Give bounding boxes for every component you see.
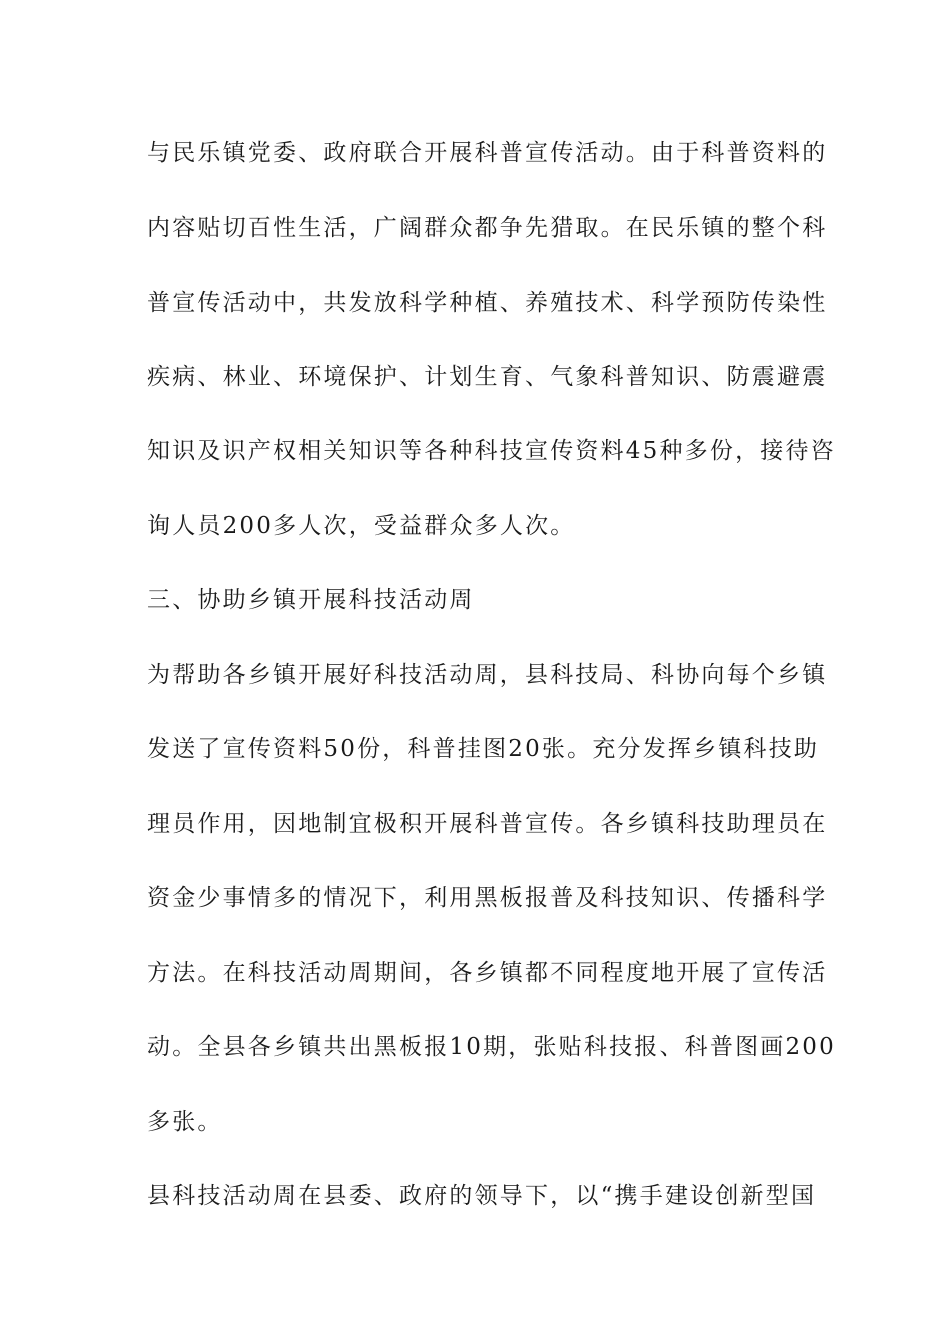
body-text-line: 疾病、林业、环境保护、计划生育、气象科普知识、防震避震 [147,364,828,390]
body-text-line: 发送了宣传资料50份，科普挂图20张。充分发挥乡镇科技助 [147,736,820,762]
body-text-line: 知识及识产权相关知识等各种科技宣传资料45种多份，接待咨 [147,438,836,464]
body-text-line: 资金少事情多的情况下，利用黑板报普及科技知识、传播科学 [147,885,828,911]
body-text-line: 方法。在科技活动周期间，各乡镇都不同程度地开展了宣传活 [147,960,828,986]
body-text-line: 内容贴切百性生活，广阔群众都争先猎取。在民乐镇的整个科 [147,215,828,241]
body-text-line: 多张。 [147,1109,223,1135]
body-text-line: 县科技活动周在县委、政府的领导下，以“携手建设创新型国 [147,1183,817,1209]
body-text-line: 与民乐镇党委、政府联合开展科普宣传活动。由于科普资料的 [147,140,828,166]
body-text-line: 动。全县各乡镇共出黑板报10期，张贴科技报、科普图画200 [147,1034,836,1060]
body-text-line: 普宣传活动中，共发放科学种植、养殖技术、科学预防传染性 [147,290,828,316]
body-text-line: 为帮助各乡镇开展好科技活动周，县科技局、科协向每个乡镇 [147,662,828,688]
body-text-line: 理员作用，因地制宜极积开展科普宣传。各乡镇科技助理员在 [147,811,828,837]
section-heading: 三、协助乡镇开展科技活动周 [147,587,475,613]
body-text-line: 询人员200多人次，受益群众多人次。 [147,513,576,539]
